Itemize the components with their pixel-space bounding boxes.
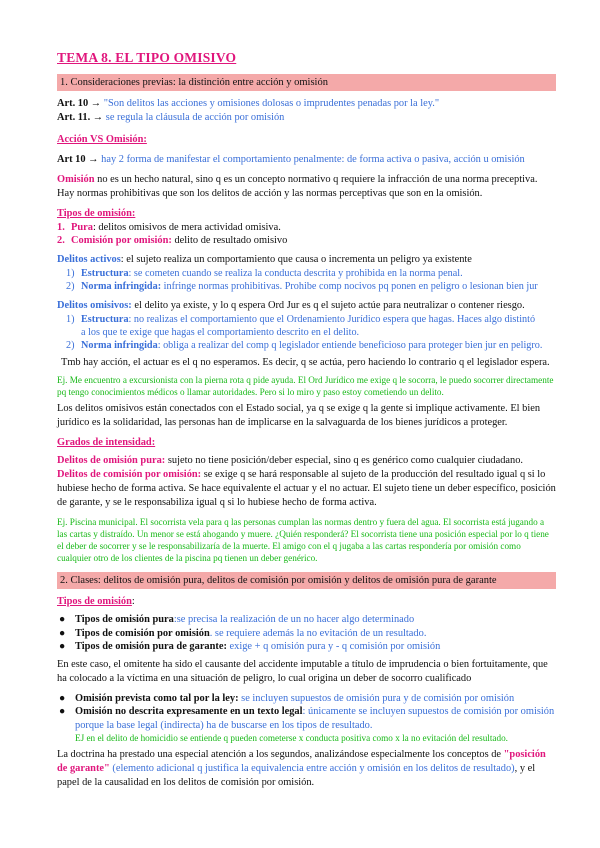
item-label: Omisión prevista como tal por la ley: bbox=[75, 692, 239, 704]
list-item bbox=[66, 339, 556, 352]
section-2-header: 2. Clases: delitos de omisión pura, delitos de comisión por omisión y delitos de omisión pura de garante bbox=[57, 572, 556, 589]
art10-line bbox=[57, 97, 556, 111]
item-label: Pura bbox=[71, 222, 93, 233]
item-text: : no realizas el comportamiento que el Ordenamiento Jurídico espera que hagas. Haces algo distintó bbox=[128, 314, 536, 325]
posicion-garante: "posición de garante" bbox=[57, 749, 546, 774]
example-1: Ej. Me encuentro a excursionista con la pierna rota q pide ayuda. El Ord Jurídico me exige q le socorra, le puedo socorrer directamente pq tengo conocimientos médicos o llamar autoridades. Pero si lo miro y paso estoy cometiendo un delito. bbox=[57, 375, 554, 397]
activos-label: Delitos activos bbox=[57, 254, 121, 265]
item-label: Norma infringida bbox=[81, 340, 158, 351]
item-text: :se precisa la realización de un no hacer algo determinado bbox=[173, 614, 415, 625]
item-label: Comisión por omisión: bbox=[71, 235, 172, 246]
activos-line bbox=[57, 253, 556, 267]
grados-heading: Grados de intensidad: bbox=[57, 437, 156, 448]
doctrina-text-c: , y el papel de la causalidad en los delitos de comisión por omisión. bbox=[57, 763, 536, 788]
art11-text: se regula la cláusula de acción por omisión bbox=[105, 112, 285, 123]
list-item bbox=[57, 613, 556, 627]
item-label: Tipos de comisión por omisión bbox=[75, 627, 210, 639]
activos-text: : el sujeto realiza un comportamiento que causa o incrementa un peligro ya existente bbox=[120, 254, 472, 265]
cpo-label: Delitos de comisión por omisión: bbox=[57, 469, 202, 480]
list-item bbox=[57, 692, 556, 706]
tipos-omision-heading: Tipos de omisión: bbox=[57, 208, 136, 219]
art11-line bbox=[57, 111, 556, 125]
este-caso-paragraph: En este caso, el omitente ha sido el causante del accidente imputable a título de imprudencia o bien fortuitamente, que ha colocado a la víctima en una situación de peligro, lo cual origina un deber de socorro cualificado bbox=[57, 658, 548, 684]
cpo-paragraph bbox=[57, 468, 556, 510]
omision-word: Omisión bbox=[57, 174, 95, 185]
pura-label: Delitos de omisión pura: bbox=[57, 455, 166, 466]
activos-list bbox=[57, 267, 556, 293]
cpo-text: se exige q se hará responsable al sujeto de la producción del resultado igual q si lo hubiese hecho de forma activa. Se hace equivalente el actuar y el no actuar. El sujeto tiene un deber específico, posición de garante, y se le responsabiliza igual q si lo hubiese hecho de forma activa. bbox=[57, 469, 556, 508]
item-label: Omisión no descrita expresamente en un texto legal bbox=[75, 706, 303, 717]
pura-text: sujeto no tiene posición/deber especial, sino q es genérico como cualquier ciudadano. bbox=[165, 455, 524, 466]
heading-text: Tipos de omisión bbox=[57, 596, 132, 607]
list-item bbox=[66, 313, 556, 339]
accion-vs-omision-heading: Acción VS Omisión: bbox=[57, 134, 147, 145]
doctrina-paragraph bbox=[57, 748, 556, 790]
list-item bbox=[57, 234, 556, 247]
bullet-icon: ● bbox=[59, 627, 66, 639]
omision-paragraph bbox=[57, 173, 556, 201]
item-text: : delitos omisivos de mera actividad omisiva. bbox=[92, 222, 281, 233]
item-label: Estructura bbox=[81, 268, 129, 279]
art10-text: "Son delitos las acciones y omisiones dolosas o imprudentes penadas por la ley." bbox=[103, 98, 440, 109]
prevista-bullets bbox=[57, 692, 556, 733]
tipos-list bbox=[57, 221, 556, 247]
tipos-omision-heading-2 bbox=[57, 595, 556, 609]
item-label: Estructura bbox=[81, 314, 129, 325]
art10b-label: Art 10 bbox=[57, 154, 86, 165]
arrow: → bbox=[90, 112, 106, 123]
art10b-line bbox=[57, 153, 556, 167]
list-item bbox=[57, 221, 556, 234]
item-text: : únicamente se incluyen supuestos de comisión por omisión porque la base legal (indirecta) ha de buscarse en los tipos de resultado. bbox=[75, 706, 555, 731]
doctrina-text-a: La doctrina ha prestado una especial atención a los segundos, analizándose especialmente los conceptos de bbox=[57, 749, 504, 760]
item-label: Tipos de omisión pura bbox=[75, 614, 174, 625]
bullet-icon: ● bbox=[59, 706, 66, 717]
list-item bbox=[66, 267, 556, 280]
tipos-bullets bbox=[57, 613, 556, 654]
document-title: TEMA 8. EL TIPO OMISIVO bbox=[57, 50, 237, 65]
item-text: se incluyen supuestos de omisión pura y de comisión por omisión bbox=[238, 692, 515, 704]
item-number: 1. bbox=[57, 222, 65, 233]
item-number: 2. bbox=[57, 235, 65, 246]
list-item bbox=[57, 705, 556, 732]
omision-text: no es un hecho natural, sino q es un concepto normativo q requiere la infracción de una norma preceptiva. Hay normas prohibitivas que son los delitos de acción y las normas perceptivas que son en la omisión. bbox=[57, 174, 538, 199]
item-number: 2) bbox=[66, 340, 75, 351]
bullet-icon: ● bbox=[59, 692, 66, 704]
list-item bbox=[57, 640, 556, 654]
item-text: exige + q omisión pura y - q comisión por omisión bbox=[226, 641, 441, 652]
arrow: → bbox=[85, 154, 102, 165]
item-text: : obliga a realizar del comp q legislador entiende beneficioso para proteger bien jur en peligro. bbox=[157, 340, 543, 351]
list-item bbox=[57, 627, 556, 641]
bullet-icon: ● bbox=[59, 614, 66, 625]
arrow: → bbox=[88, 98, 104, 109]
art11-label: Art. 11. bbox=[57, 112, 91, 123]
item-text-cont: a los que te exige que hagas el comportamiento descrito en el delito. bbox=[81, 327, 360, 338]
example-2: Ej. Piscina municipal. El socorrista vela para q las personas cumplan las normas dentro y fuera del agua. El socorrista está jugando a las cartas y distraído. Un menor se está ahogando y muere. ¿Quién responderá? El socorrista tiene una posición especial por lo q tiene el deber de socorrer y se le responsabilizaría de la muerte. El amigo con el q jugaba a las cartas respondería por omisión como cualquier otro de los clientes de la piscina pq tienen un deber genérico. bbox=[57, 517, 549, 563]
tmb-paragraph: Tmb hay acción, el actuar es el q no esperamos. Es decir, q se actúa, pero haciendo lo contrario q el legislador espera. bbox=[61, 357, 550, 368]
section-1-header: 1. Consideraciones previas: la distinción entre acción y omisión bbox=[57, 74, 556, 91]
heading-colon: : bbox=[131, 596, 135, 607]
art10b-text: hay 2 forma de manifestar el comportamiento penalmente: de forma activa o pasiva, acción u omisión bbox=[101, 154, 525, 165]
list-item bbox=[66, 280, 556, 293]
omisivos-label: Delitos omisivos: bbox=[57, 300, 132, 311]
conectados-paragraph: Los delitos omisivos están conectados con el Estado social, ya q se exige q la gente si implique activamente. El bien jurídico es la solidaridad, las personas han de implicarse en la salvaguarda de los bienes jurídicos a proteger. bbox=[57, 403, 541, 428]
doctrina-text-b: (elemento adicional q justifica la equivalencia entre acción y omisión en los delitos de resultado) bbox=[109, 763, 515, 774]
omisivos-line bbox=[57, 299, 556, 313]
item-number: 2) bbox=[66, 281, 75, 292]
item-text: . se requiere además la no evitación de un resultado. bbox=[209, 627, 427, 639]
omisivos-text: el delito ya existe, y lo q espera Ord Jur es q el sujeto actúe para neutralizar o contener riesgo. bbox=[131, 300, 525, 311]
pura-line bbox=[57, 454, 556, 468]
omisivos-list bbox=[57, 313, 556, 352]
example-3: EJ en el delito de homicidio se entiende q pueden cometerse x conducta positiva como x la no evitación del resultado. bbox=[75, 733, 508, 743]
item-number: 1) bbox=[66, 268, 75, 279]
item-number: 1) bbox=[66, 314, 75, 325]
item-text: : se cometen cuando se realiza la conducta descrita y prohibida en la norma penal. bbox=[128, 268, 463, 279]
item-label: Tipos de omisión pura de garante: bbox=[75, 641, 227, 652]
item-text: delito de resultado omisivo bbox=[171, 235, 288, 246]
bullet-icon: ● bbox=[59, 641, 66, 652]
art10-label: Art. 10 bbox=[57, 98, 89, 109]
item-text: infringe normas prohibitivas. Prohibe comp nocivos pq ponen en peligro o lesionan bien jur bbox=[161, 281, 538, 292]
item-label: Norma infringida: bbox=[81, 281, 162, 292]
